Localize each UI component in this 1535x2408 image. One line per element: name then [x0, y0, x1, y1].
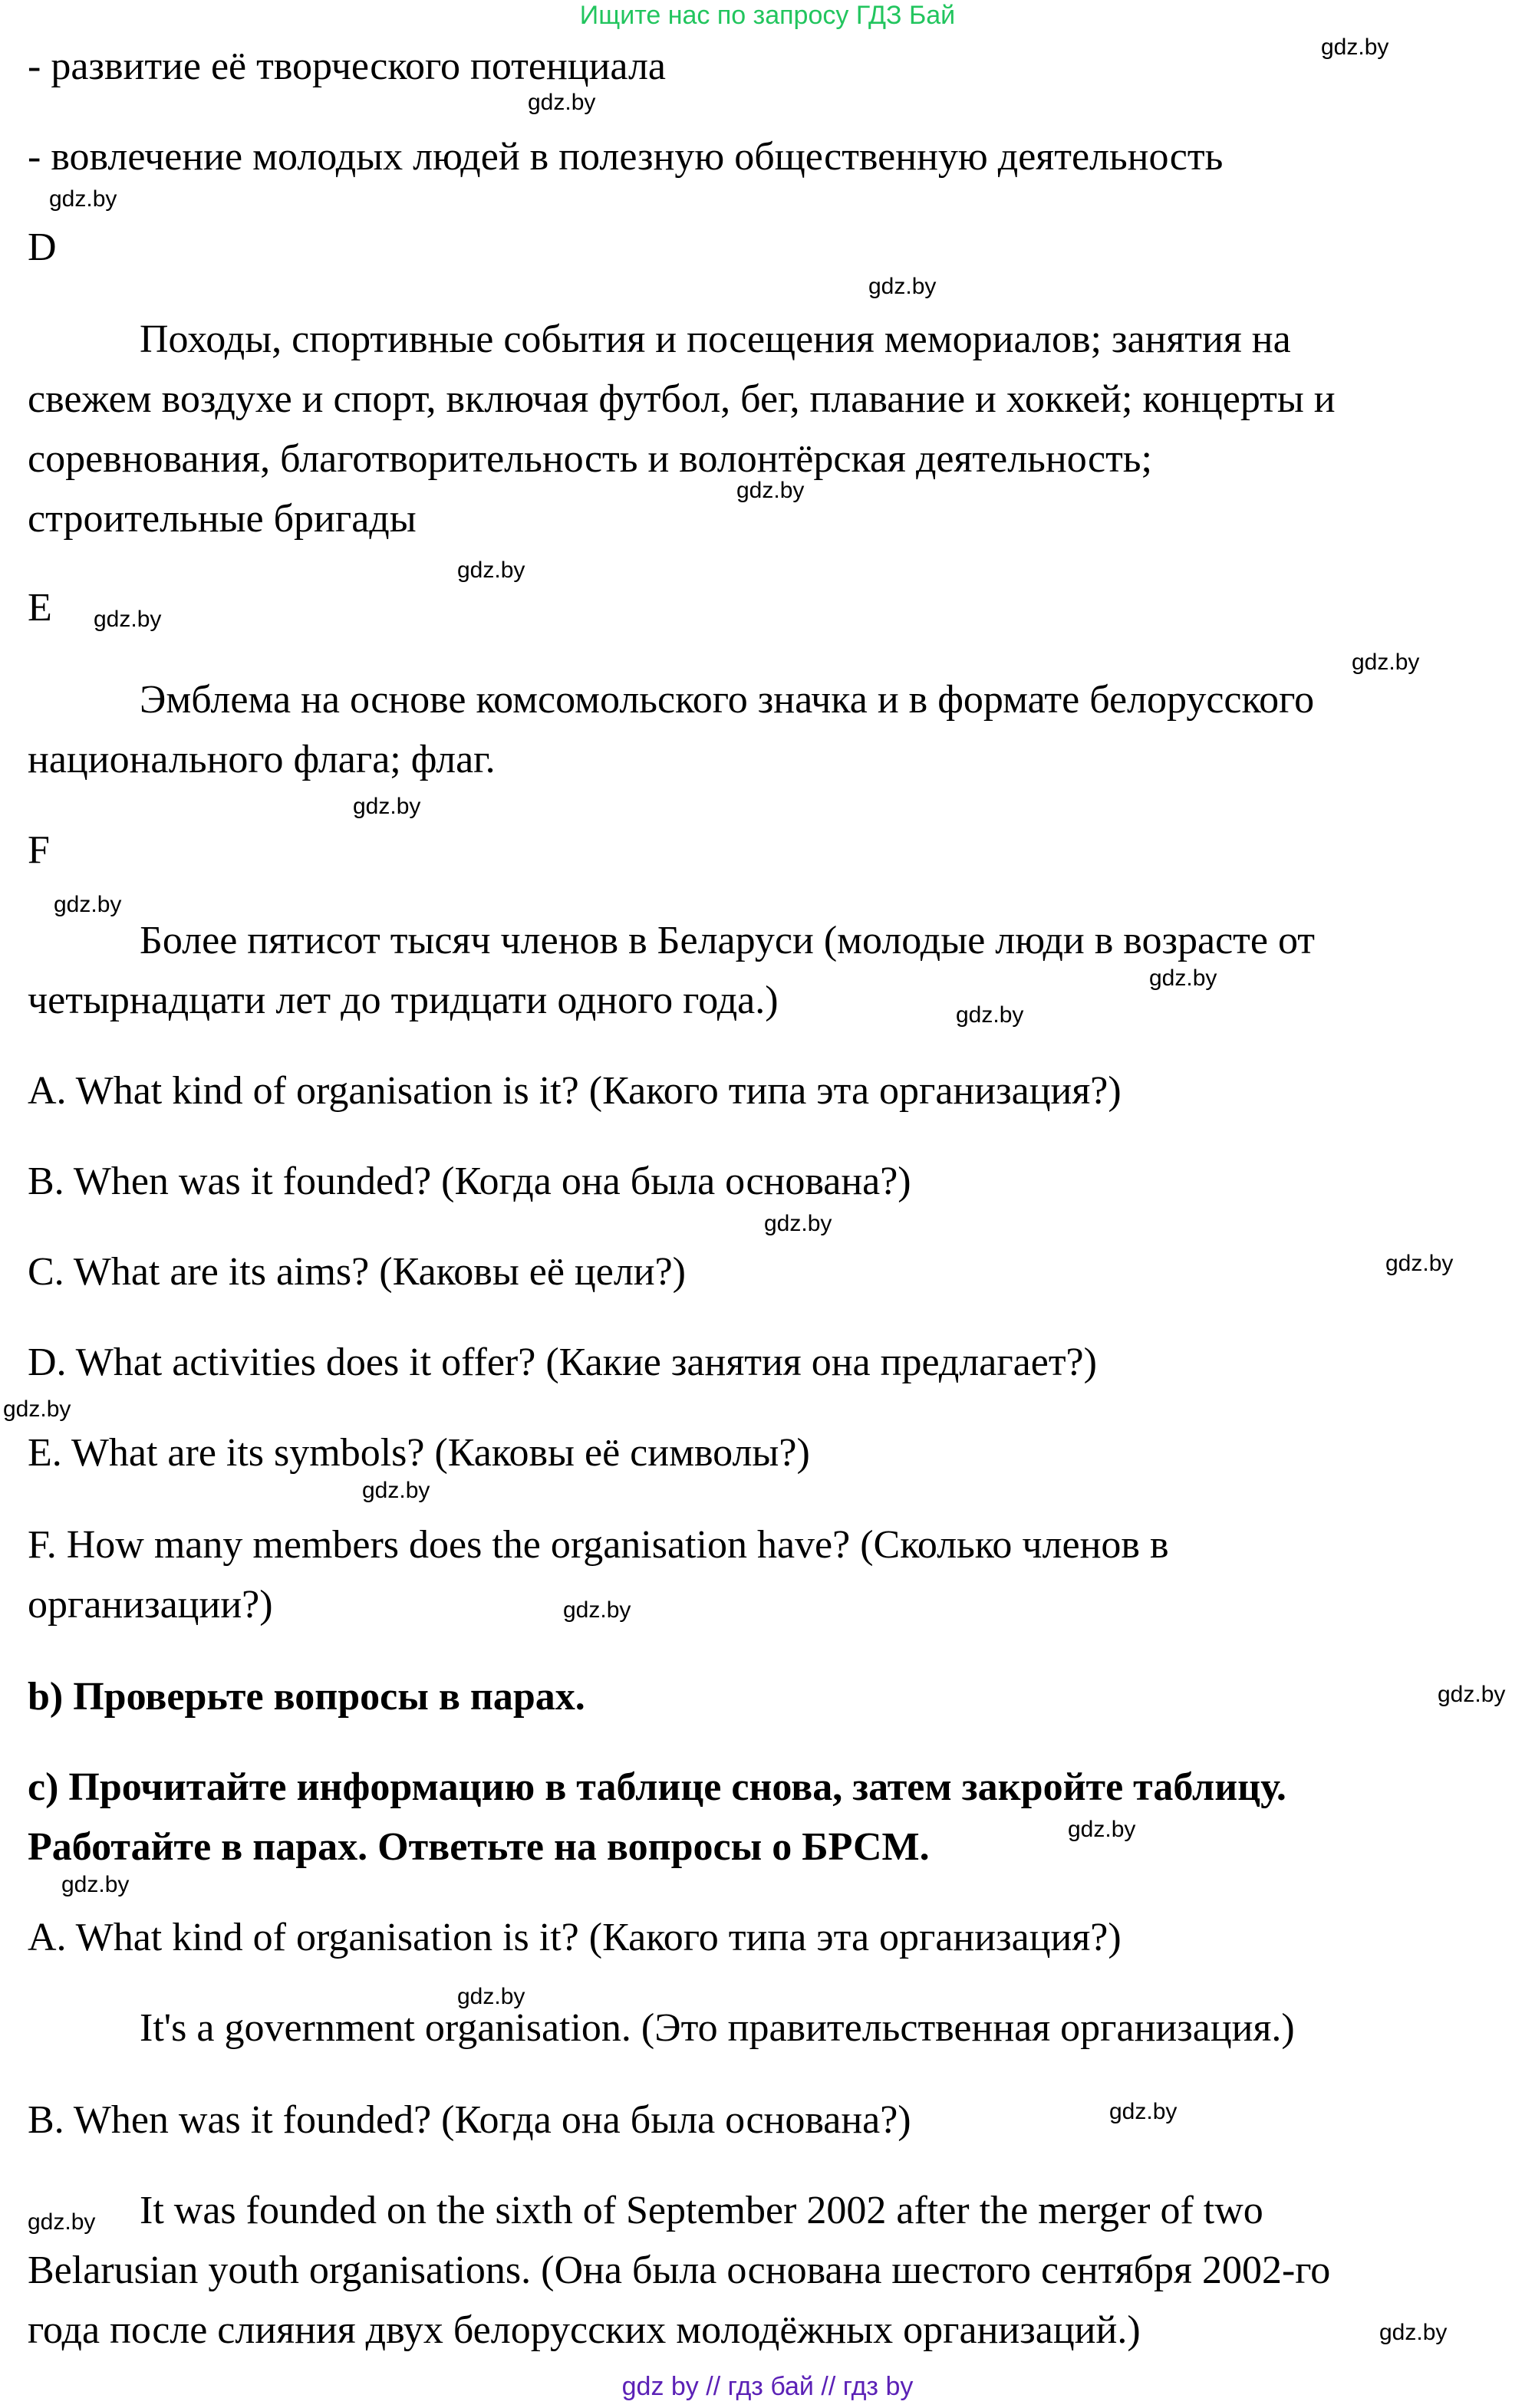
section-e-line: национального флага; флаг. [28, 738, 496, 781]
answer-question-a: A. What kind of organisation is it? (Какого типа эта организация?) [28, 1916, 1122, 1959]
aim-item: - развитие её творческого потенциала [28, 44, 666, 88]
watermark: gdz.by [3, 1396, 71, 1422]
answer-a: It's a government organisation. (Это правительственная организация.) [140, 2006, 1295, 2050]
aim-item: - вовлечение молодых людей в полезную общественную деятельность [28, 135, 1224, 179]
watermark: gdz.by [54, 892, 122, 917]
watermark: gdz.by [1438, 1682, 1506, 1707]
task-c-heading: Работайте в парах. Ответьте на вопросы о БРСМ. [28, 1825, 930, 1869]
watermark: gdz.by [94, 607, 162, 632]
task-b-heading: b) Проверьте вопросы в парах. [28, 1675, 585, 1719]
section-d-line: строительные бригады [28, 497, 417, 541]
watermark: gdz.by [1109, 2099, 1178, 2124]
watermark: gdz.by [1321, 35, 1389, 60]
question-f: организации?) [28, 1583, 273, 1627]
watermark: gdz.by [1068, 1817, 1136, 1842]
watermark: gdz.by [563, 1597, 631, 1623]
watermark: gdz.by [868, 274, 937, 299]
section-d-line: соревнования, благотворительность и волонтёрская деятельность; [28, 437, 1152, 481]
question-b: B. When was it founded? (Когда она была основана?) [28, 1160, 911, 1203]
watermark: gdz.by [1379, 2320, 1448, 2345]
watermark: gdz.by [736, 478, 805, 503]
watermark: gdz.by [457, 1984, 525, 2009]
section-e-line: Эмблема на основе комсомольского значка и в формате белорусского [140, 678, 1315, 722]
question-f: F. How many members does the organisation have? (Сколько членов в [28, 1523, 1169, 1567]
answer-b-line: It was founded on the sixth of September 2002 after the merger of two [140, 2189, 1263, 2232]
watermark: gdz.by [764, 1211, 832, 1236]
task-c-heading: c) Прочитайте информацию в таблице снова, затем закройте таблицу. [28, 1765, 1286, 1809]
question-d: D. What activities does it offer? (Какие занятия она предлагает?) [28, 1341, 1097, 1384]
section-d-line: свежем воздухе и спорт, включая футбол, бег, плавание и хоккей; концерты и [28, 377, 1336, 421]
section-label-e: E [28, 586, 52, 630]
question-e: E. What are its symbols? (Каковы её символы?) [28, 1431, 810, 1475]
answer-b-line: года после слияния двух белорусских молодёжных организаций.) [28, 2308, 1141, 2352]
watermark: gdz.by [49, 186, 117, 212]
bottom-banner[interactable]: gdz by // гдз бай // гдз by [621, 2372, 914, 2401]
section-label-f: F [28, 828, 50, 872]
watermark: gdz.by [1352, 650, 1420, 675]
top-banner[interactable]: Ищите нас по запросу ГДЗ Бай [579, 1, 956, 30]
answer-b-line: Belarusian youth organisations. (Она была основана шестого сентября 2002-го [28, 2248, 1331, 2292]
answer-question-b: B. When was it founded? (Когда она была основана?) [28, 2098, 911, 2142]
section-f-line: Более пятисот тысяч членов в Беларуси (молодые люди в возрасте от [140, 919, 1316, 962]
section-label-d: D [28, 225, 57, 269]
question-a: A. What kind of organisation is it? (Какого типа эта организация?) [28, 1069, 1122, 1113]
watermark: gdz.by [362, 1478, 430, 1503]
watermark: gdz.by [1149, 966, 1217, 991]
watermark: gdz.by [61, 1872, 130, 1897]
section-d-line: Походы, спортивные события и посещения мемориалов; занятия на [140, 317, 1291, 361]
watermark: gdz.by [353, 794, 421, 819]
watermark: gdz.by [956, 1002, 1024, 1028]
watermark: gdz.by [1385, 1251, 1454, 1276]
watermark: gdz.by [28, 2209, 96, 2235]
section-f-line: четырнадцати лет до тридцати одного года.) [28, 979, 779, 1022]
watermark: gdz.by [457, 558, 525, 583]
watermark: gdz.by [528, 90, 596, 115]
question-c: C. What are its aims? (Каковы её цели?) [28, 1250, 686, 1294]
